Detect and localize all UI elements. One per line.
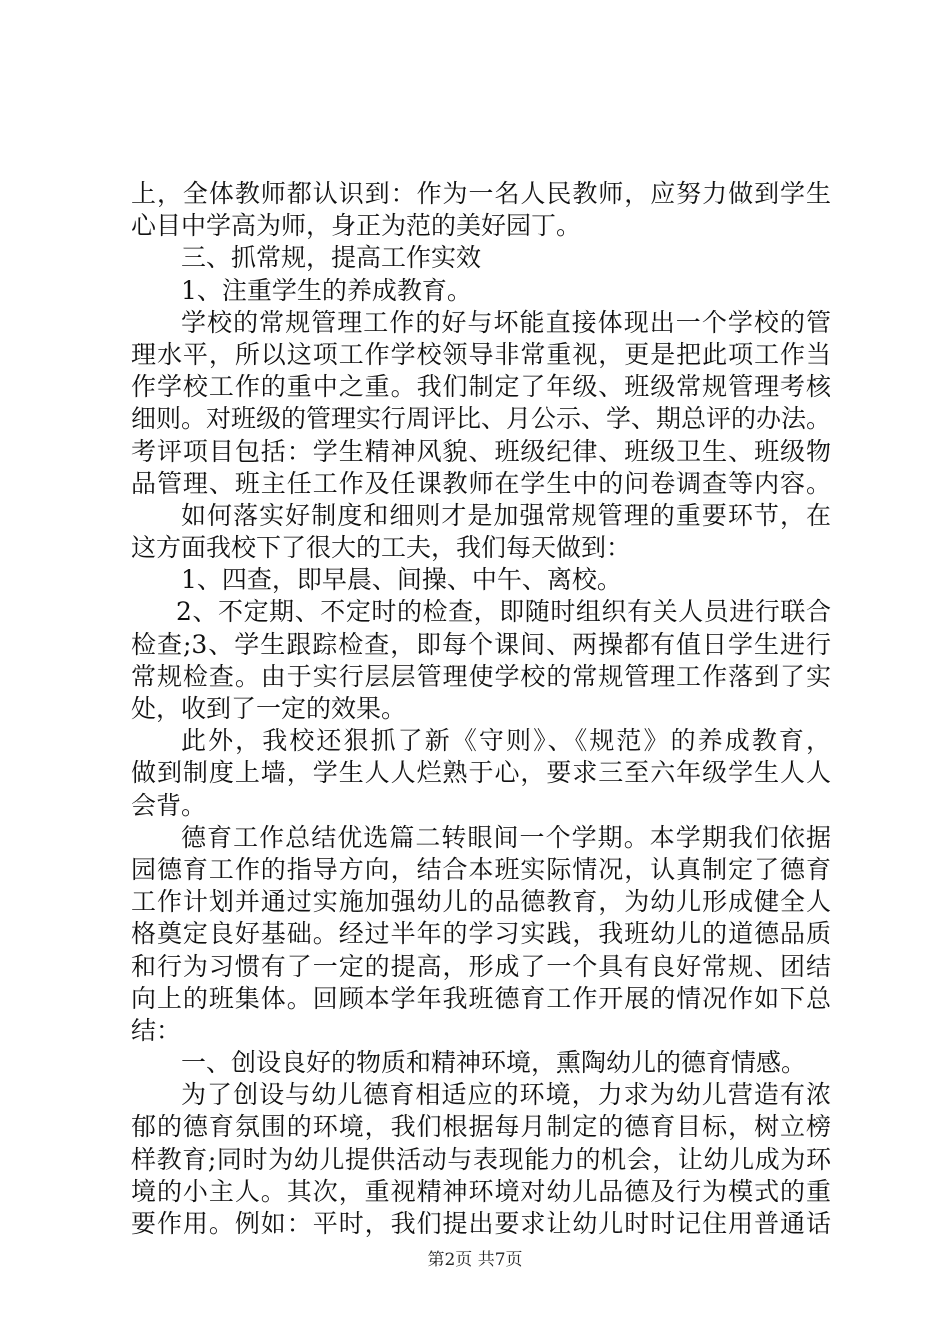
text-line: 考评项目包括：学生精神风貌、班级纪律、班级卫生、班级物 xyxy=(131,436,831,466)
text-line: 学校的常规管理工作的好与坏能直接体现出一个学校的管 xyxy=(181,307,831,337)
text-line: 品管理、班主任工作及任课教师在学生中的问卷调查等内容。 xyxy=(131,468,831,498)
text-line: 作学校工作的重中之重。我们制定了年级、班级常规管理考核 xyxy=(131,372,831,402)
text-line: 要作用。例如：平时，我们提出要求让幼儿时时记住用普通话 xyxy=(131,1209,831,1238)
text-line: 此外，我校还狠抓了新《守则》、《规范》的养成教育， xyxy=(181,726,831,756)
text-line: 如何落实好制度和细则才是加强常规管理的重要环节，在 xyxy=(181,500,831,530)
text-line: 向上的班集体。回顾本学年我班德育工作开展的情况作如下总 xyxy=(131,983,831,1013)
document-body xyxy=(131,178,831,1240)
page-number-footer: 第2页 共7页 xyxy=(427,1250,523,1270)
text-line: 德育工作总结优选篇二转眼间一个学期。本学期我们依据 xyxy=(181,822,831,852)
text-line: 上，全体教师都认识到：作为一名人民教师，应努力做到学生 xyxy=(131,179,831,208)
text-line: 1、四查，即早晨、间操、中午、离校。 xyxy=(181,565,622,595)
text-line: 园德育工作的指导方向，结合本班实际情况，认真制定了德育 xyxy=(131,854,831,884)
text-line: 这方面我校下了很大的工夫，我们每天做到： xyxy=(131,533,632,563)
text-line: 格奠定良好基础。经过半年的学习实践，我班幼儿的道德品质 xyxy=(131,919,831,949)
text-line: 常规检查。由于实行层层管理使学校的常规管理工作落到了实 xyxy=(131,661,831,691)
text-line: 会背。 xyxy=(131,790,207,820)
text-line: 境的小主人。其次，重视精神环境对幼儿品德及行为模式的重 xyxy=(131,1176,831,1206)
text-line: 2、不定期、不定时的检查，即随时组织有关人员进行联合 xyxy=(176,597,831,627)
text-line: 细则。对班级的管理实行周评比、月公示、学、期总评的办法。 xyxy=(131,404,832,434)
text-line: 郁的德育氛围的环境，我们根据每月制定的德育目标，树立榜 xyxy=(131,1112,831,1142)
text-line: 处，收到了一定的效果。 xyxy=(131,694,407,723)
text-line: 为了创设与幼儿德育相适应的环境，力求为幼儿营造有浓 xyxy=(181,1080,831,1110)
text-line: 检查;3、学生跟踪检查，即每个课间、两操都有值日学生进行 xyxy=(131,629,831,659)
text-line: 1、注重学生的养成教育。 xyxy=(181,275,472,305)
text-line: 一、创设良好的物质和精神环境，熏陶幼儿的德育情感。 xyxy=(181,1048,807,1078)
text-line: 样教育;同时为幼儿提供活动与表现能力的机会，让幼儿成为环 xyxy=(131,1144,831,1174)
text-line: 工作计划并通过实施加强幼儿的品德教育，为幼儿形成健全人 xyxy=(131,887,831,917)
text-line: 心目中学高为师，身正为范的美好园丁。 xyxy=(131,211,582,241)
text-line: 和行为习惯有了一定的提高，形成了一个具有良好常规、团结 xyxy=(131,951,831,981)
text-line: 结： xyxy=(131,1015,182,1045)
text-line: 做到制度上墙，学生人人烂熟于心，要求三至六年级学生人人 xyxy=(131,758,831,788)
text-line: 三、抓常规，提高工作实效 xyxy=(181,243,482,273)
text-line: 理水平，所以这项工作学校领导非常重视，更是把此项工作当 xyxy=(131,339,831,369)
